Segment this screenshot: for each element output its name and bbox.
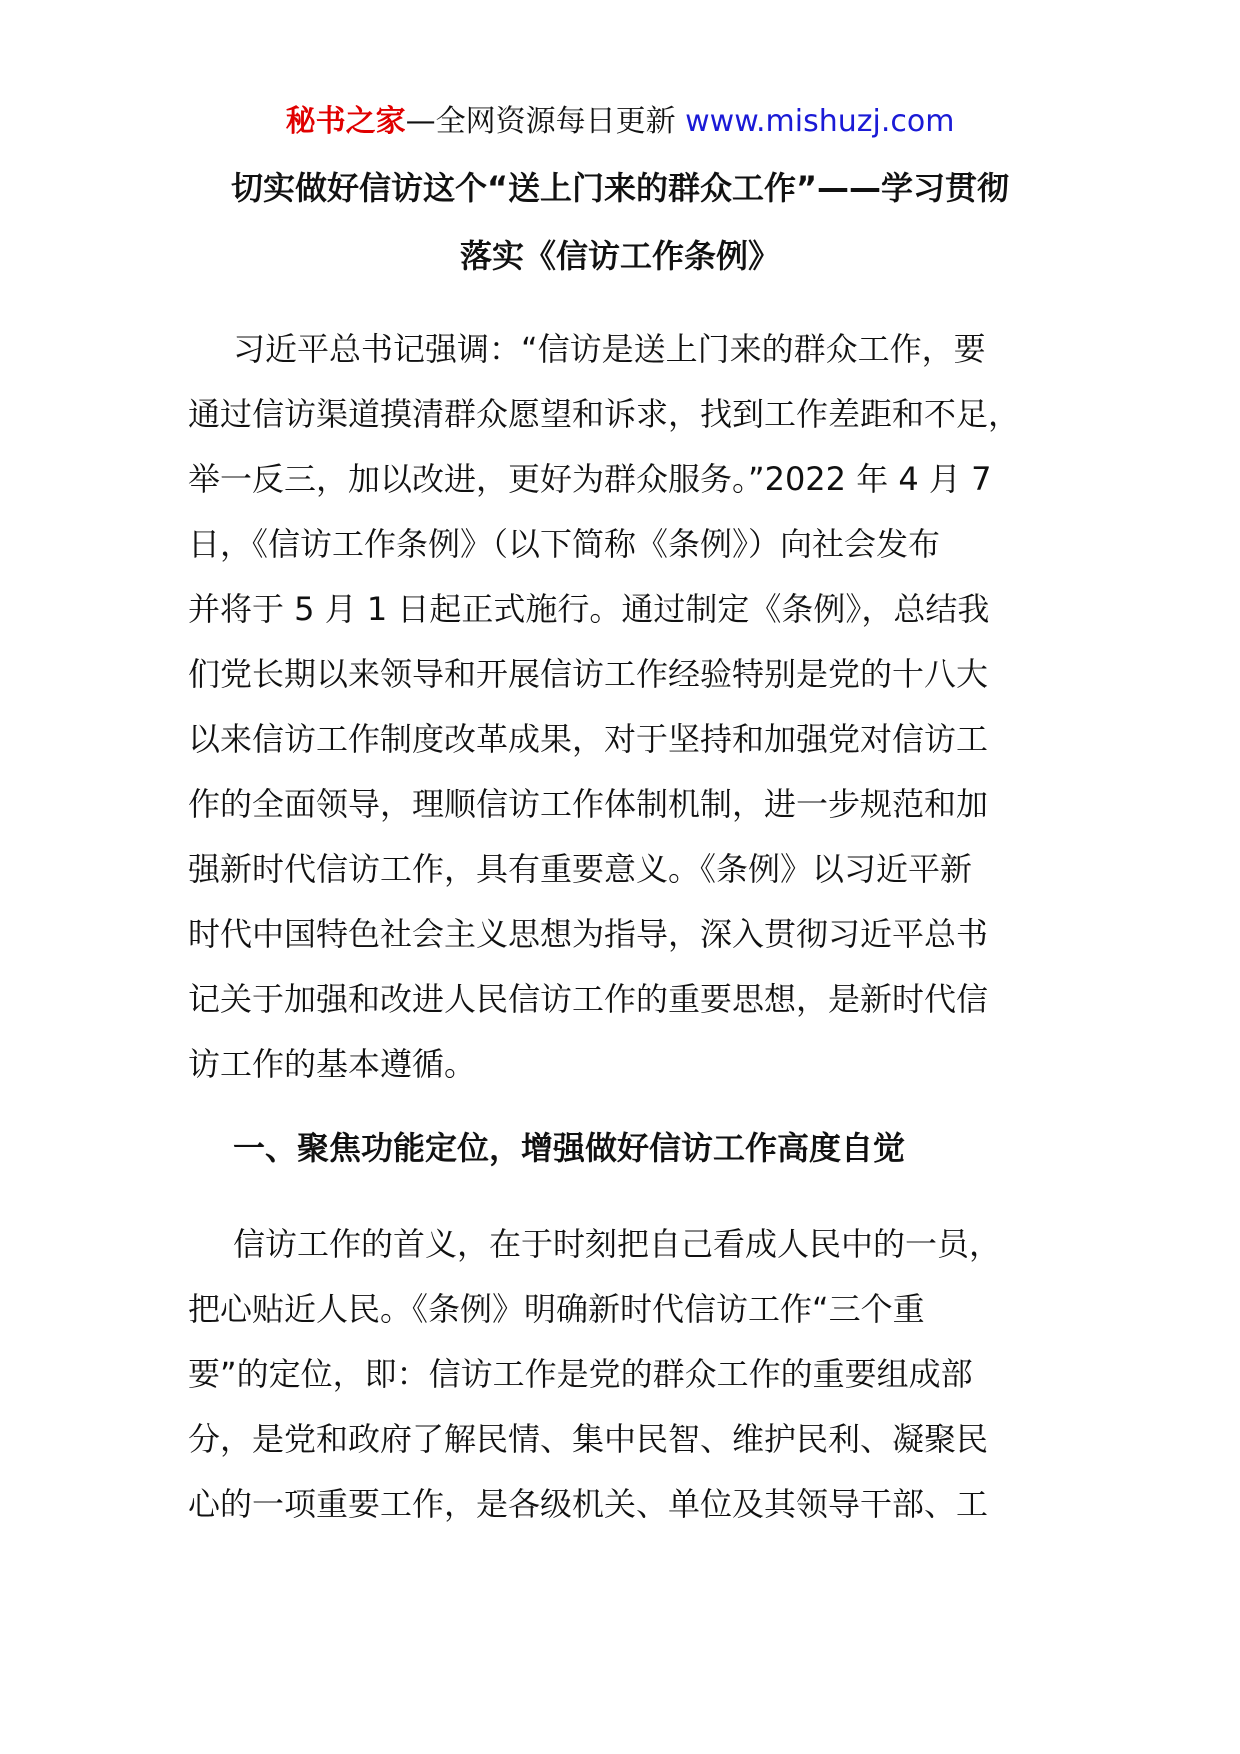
paragraph-line: 举一反三，加以改进，更好为群众服务。”2022 年 4 月 7: [188, 460, 992, 498]
paragraph-line: 并将于 5 月 1 日起正式施行。通过制定《条例》，总结我: [188, 590, 990, 628]
paragraph-line: 信访工作的首义，在于时刻把自己看成人民中的一员，: [233, 1225, 1002, 1263]
paragraph-line: 心的一项重要工作，是各级机关、单位及其领导干部、工: [188, 1485, 989, 1523]
paragraph-line: 记关于加强和改进人民信访工作的重要思想，是新时代信: [188, 980, 989, 1018]
header-slogan: —全网资源每日更新: [405, 104, 686, 139]
paragraph-line: 要”的定位，即：信访工作是党的群众工作的重要组成部: [188, 1355, 973, 1393]
section-heading-1: 一、聚焦功能定位，增强做好信访工作高度自觉: [233, 1129, 906, 1167]
paragraph-line: 以来信访工作制度改革成果，对于坚持和加强党对信访工: [188, 720, 989, 758]
site-url-link[interactable]: www.mishuzj.com: [685, 104, 955, 139]
paragraph-line: 时代中国特色社会主义思想为指导，深入贯彻习近平总书: [188, 915, 989, 953]
brand-name: 秘书之家: [285, 104, 406, 139]
paragraph-line: 日，《信访工作条例》（以下简称《条例》）向社会发布: [188, 525, 941, 563]
paragraph-line: 把心贴近人民。《条例》明确新时代信访工作“三个重: [188, 1290, 925, 1328]
paragraph-line: 们党长期以来领导和开展信访工作经验特别是党的十八大: [188, 655, 989, 693]
paragraph-line: 强新时代信访工作，具有重要意义。《条例》以习近平新: [188, 850, 973, 888]
paragraph-line: 通过信访渠道摸清群众愿望和诉求，找到工作差距和不足，: [188, 395, 1021, 433]
document-title-line-1: 切实做好信访这个“送上门来的群众工作”——学习贯彻: [230, 169, 1010, 207]
paragraph-line: 访工作的基本遵循。: [188, 1045, 477, 1083]
paragraph-intro: [188, 317, 1068, 1097]
paragraph-section-1: [188, 1212, 1068, 1537]
document-title-line-2: 落实《信访工作条例》: [459, 237, 780, 275]
paragraph-line: 作的全面领导，理顺信访工作体制机制，进一步规范和加: [188, 785, 989, 823]
site-header: [0, 100, 1240, 144]
paragraph-line: 习近平总书记强调：“信访是送上门来的群众工作，要: [233, 330, 986, 368]
paragraph-line: 分，是党和政府了解民情、集中民智、维护民利、凝聚民: [188, 1420, 989, 1458]
